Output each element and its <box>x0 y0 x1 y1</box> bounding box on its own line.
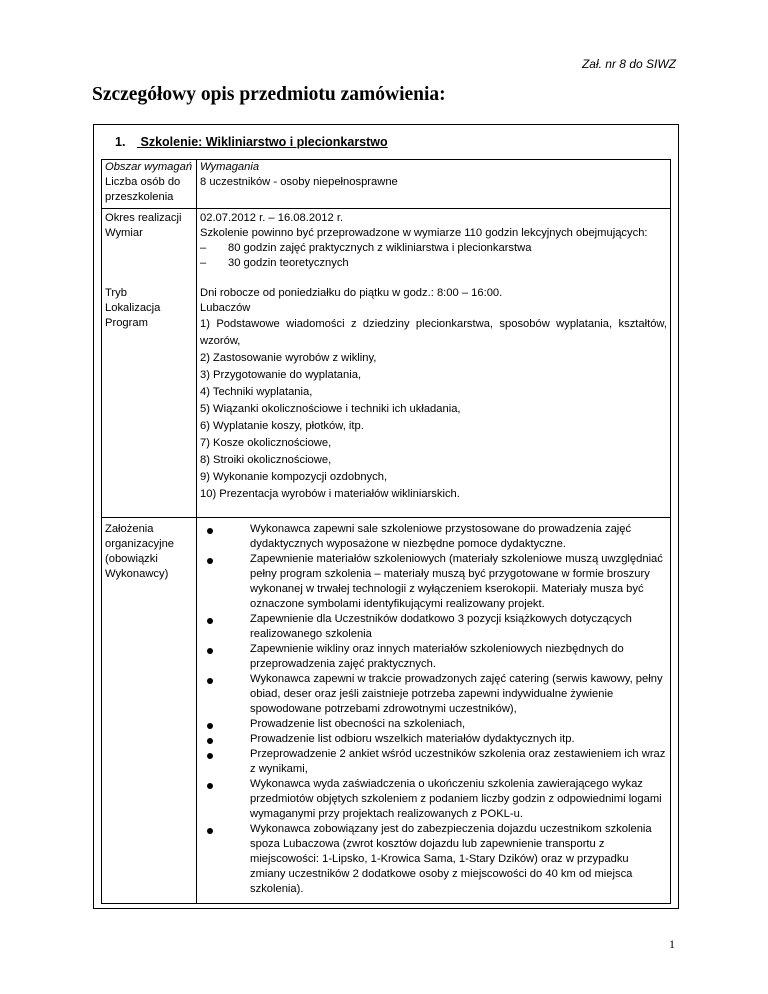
organizational-item: Wykonawca wyda zaświadczenia o ukończeniu szkolenia zawierającego wykaz przedmiotów objętych szkoleniem z podaniem liczby godzin z odpowiednimi logami wymaganymi przy projektach realizowanych z POKL-u. <box>200 777 667 822</box>
program-item: 8) Stroiki okolicznościowe, <box>200 454 332 466</box>
program-item: 4) Techniki wyplatania, <box>200 386 313 398</box>
organizational-list <box>200 522 667 897</box>
program-item: 1) Podstawowe wiadomości z dziedziny plecionkarstwa, sposobów wyplatania, kształtów, wzorów, <box>200 318 667 347</box>
scope-label: Wymiar <box>105 227 143 239</box>
attachment-label: Zał. nr 8 do SIWZ <box>581 57 676 71</box>
organizational-item: Wykonawca zapewni sale szkoleniowe przystosowane do prowadzenia zajęć dydaktycznych wyposażone w niezbędne pomoce dydaktyczne. <box>200 522 667 552</box>
program-item: 3) Przygotowanie do wyplatania, <box>200 369 362 381</box>
organizational-item: Wykonawca zapewni w trakcie prowadzonych zajęć catering (serwis kawowy, pełny obiad, deser oraz jeśli zaistnieje potrzeba zapewni indywidualne żywienie spowodowane potrzebami zdrowotnymi uczestników), <box>200 672 667 717</box>
participants-value: 8 uczestników - osoby niepełnosprawne <box>200 176 398 188</box>
program-item: 2) Zastosowanie wyrobów z wikliny, <box>200 352 377 364</box>
page-number: 1 <box>669 937 675 951</box>
location-label: Lokalizacja <box>105 302 161 314</box>
section-frame <box>93 124 679 909</box>
organizational-item: Przeprowadzenie 2 ankiet wśród uczestników szkolenia oraz zestawieniem ich wraz z wynikami, <box>200 747 667 777</box>
document-title: Szczegółowy opis przedmiotu zamówienia: <box>92 84 446 105</box>
organizational-item: Zapewnienie materiałów szkoleniowych (materiały szkoleniowe muszą uwzględniać pełny program szkolenia – materiały muszą być przygotowane w formie broszury wykonanej w trwałej technologii z wyłączeniem kserokopii. Materiały musza być oznaczone symbolami identyfikującymi realizowany projekt. <box>200 552 667 612</box>
mode-value: Dni robocze od poniedziałku do piątku w godz.: 8:00 – 16:00. <box>200 287 503 299</box>
bullet-icon <box>207 828 213 834</box>
requirements-table <box>101 159 671 904</box>
program-item: 10) Prezentacja wyrobów i materiałów wikliniarskich. <box>200 488 460 500</box>
col-header-requirements: Wymagania <box>200 161 260 173</box>
program-item: 7) Kosze okolicznościowe, <box>200 437 332 449</box>
column-divider <box>196 160 197 903</box>
program-label: Program <box>105 317 148 329</box>
program-list <box>200 316 667 503</box>
section-number: 1. <box>115 135 126 149</box>
mode-label: Tryb <box>105 287 127 299</box>
bullet-icon <box>207 723 213 729</box>
program-item: 6) Wyplatanie koszy, płotków, itp. <box>200 420 364 432</box>
scope-block <box>200 226 667 271</box>
program-item: 9) Wykonanie kompozycji ozdobnych, <box>200 471 388 483</box>
bullet-icon <box>207 618 213 624</box>
organizational-item: Prowadzenie list obecności na szkoleniach, <box>200 717 667 732</box>
row-divider <box>102 517 670 518</box>
bullet-icon <box>207 678 213 684</box>
scope-item: – 80 godzin zajęć praktycznych z wikliniarstwa i plecionkarstwa <box>200 242 532 254</box>
bullet-icon <box>207 558 213 564</box>
bullet-icon <box>207 738 213 744</box>
organizational-item: Prowadzenie list odbioru wszelkich materiałów dydaktycznych itp. <box>200 732 667 747</box>
row-divider <box>102 208 670 209</box>
scope-value: Szkolenie powinno być przeprowadzone w wymiarze 110 godzin lekcyjnych obejmujących: <box>200 227 648 239</box>
participants-label: Liczba osób do przeszkolenia <box>105 176 181 203</box>
bullet-icon <box>207 753 213 759</box>
period-value: 02.07.2012 r. – 16.08.2012 r. <box>200 212 344 224</box>
col-header-area: Obszar wymagań <box>105 161 193 173</box>
organizational-item: Zapewnienie wikliny oraz innych materiałów szkoleniowych niezbędnych do przeprowadzenia zajęć praktycznych. <box>200 642 667 672</box>
location-value: Lubaczów <box>200 302 251 314</box>
scope-item: – 30 godzin teoretycznych <box>200 257 349 269</box>
organizational-item: Zapewnienie dla Uczestników dodatkowo 3 pozycji książkowych dotyczących realizowanego szkolenia <box>200 612 667 642</box>
organizational-item: Wykonawca zobowiązany jest do zabezpieczenia dojazdu uczestnikom szkolenia spoza Lubaczowa (zwrot kosztów dojazdu lub zapewnienie transportu z miejscowości: 1-Lipsko, 1-Krowica Sama, 1-Stary Dzików) oraz w przypadku zmiany uczestników 2 dodatkowe osoby z miejscowości do 40 km od miejsca szkolenia). <box>200 822 667 897</box>
period-label: Okres realizacji <box>105 212 182 224</box>
bullet-icon <box>207 648 213 654</box>
bullet-icon <box>207 528 213 534</box>
section-title: Szkolenie: Wikliniarstwo i plecionkarstwo <box>140 135 388 149</box>
organizational-label: Założenia organizacyjne (obowiązki Wykonawcy) <box>105 523 175 580</box>
section-heading <box>115 135 388 149</box>
program-item: 5) Wiązanki okolicznościowe i techniki ich układania, <box>200 403 461 415</box>
bullet-icon <box>207 783 213 789</box>
